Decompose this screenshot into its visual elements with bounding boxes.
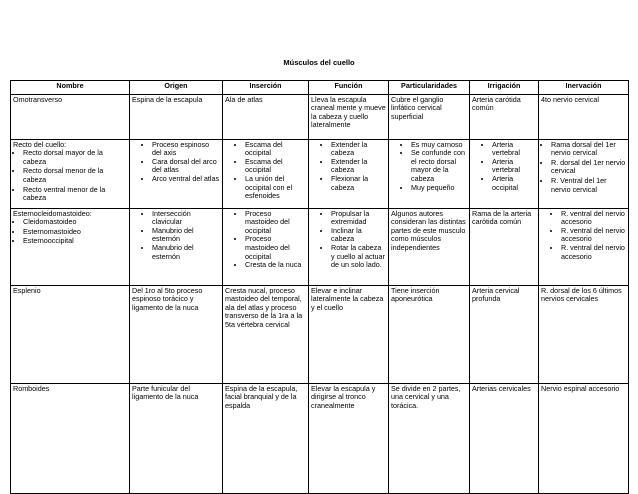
cell-intro: Recto del cuello: xyxy=(13,139,67,149)
list-item: • Cleidomastoideo xyxy=(23,218,127,227)
list-item: • Esternomastoideo xyxy=(23,228,127,237)
cell-inervacion: 4to nervio cervical xyxy=(539,94,629,139)
list-item: • Rama dorsal del 1er nervio cervical xyxy=(551,141,626,158)
bullet-list xyxy=(13,149,127,203)
bullet-list xyxy=(541,141,626,195)
cell-nombre xyxy=(11,139,130,208)
column-header-particularidades: Particularidades xyxy=(389,81,470,95)
table-row xyxy=(11,139,629,208)
cell-insercion xyxy=(223,208,309,285)
list-item: • Muy pequeño xyxy=(411,184,467,193)
cell-origen: Parte funicular del ligamento de la nuca xyxy=(130,383,223,493)
bullet-list xyxy=(132,210,220,262)
cell-particularidades: Tiene inserción aponeurótica xyxy=(389,285,470,383)
cell-origen xyxy=(130,139,223,208)
cell-insercion: Cresta nucal, proceso mastoideo del temporal, ala del atlas y proceso transverso de la 1ra a la 5ta vértebra cervical xyxy=(223,285,309,383)
list-item: • Recto dorsal menor de la cabeza xyxy=(23,167,127,184)
cell-particularidades: Cubre el ganglio linfático cervical superficial xyxy=(389,94,470,139)
column-header-nombre: Nombre xyxy=(11,81,130,95)
bullet-list xyxy=(225,210,306,270)
cell-irrigacion: Arteria cervical profunda xyxy=(470,285,539,383)
list-item: • Proceso mastoideo del occipital xyxy=(245,235,306,261)
list-item: • R. ventral del nervio accesorio xyxy=(561,210,626,227)
list-item: • Extender la cabeza xyxy=(331,158,386,175)
list-item: • Manubrio del esternón xyxy=(152,227,220,244)
bullet-list xyxy=(13,218,127,246)
list-item: • Intersección clavicular xyxy=(152,210,220,227)
list-item: • Proceso espinoso del axis xyxy=(152,141,220,158)
list-item: • Cara dorsal del arco del atlas xyxy=(152,158,220,175)
list-item: • Proceso mastoideo del occipital xyxy=(245,210,306,236)
list-item: • Recto dorsal mayor de la cabeza xyxy=(23,149,127,166)
bullet-list xyxy=(391,141,467,193)
table-row xyxy=(11,94,629,139)
cell-nombre xyxy=(11,208,130,285)
cell-intro: Esternocleidomastoideo: xyxy=(13,208,92,218)
cell-origen: Espina de la escapula xyxy=(130,94,223,139)
list-item: • Extender la cabeza xyxy=(331,141,386,158)
list-item: • R. ventral del nervio accesorio xyxy=(561,227,626,244)
list-item: • R. ventral del nervio accesorio xyxy=(561,244,626,261)
bullet-list xyxy=(132,141,220,184)
cell-insercion xyxy=(223,139,309,208)
cell-insercion: Espina de la escapula, facial branquial y de la espalda xyxy=(223,383,309,493)
bullet-list xyxy=(472,141,536,193)
cell-particularidades: Se divide en 2 partes, una cervical y una torácica. xyxy=(389,383,470,493)
cell-inervacion: R. dorsal de los 6 últimos nervios cervicales xyxy=(539,285,629,383)
list-item: • Inclinar la cabeza xyxy=(331,227,386,244)
list-item: • Arco ventral del atlas xyxy=(152,175,220,184)
cell-irrigacion: Arterias cervicales xyxy=(470,383,539,493)
column-header-insercion: Inserción xyxy=(223,81,309,95)
list-item: • Propulsar la extremidad xyxy=(331,210,386,227)
cell-inervacion xyxy=(539,208,629,285)
list-item: • Cresta de la nuca xyxy=(245,261,306,270)
list-item: • Arteria vertebral xyxy=(492,141,536,158)
cell-particularidades xyxy=(389,139,470,208)
list-item: • Rotar la cabeza y cuello al actuar de un solo lado. xyxy=(331,244,386,270)
cell-irrigacion xyxy=(470,139,539,208)
list-item: • Flexionar la cabeza xyxy=(331,175,386,192)
cell-irrigacion: Rama de la arteria carótida común xyxy=(470,208,539,285)
bullet-list xyxy=(311,210,386,270)
list-item: • La unión del occipital con el esfenoides xyxy=(245,175,306,201)
list-item: • Es muy carnoso xyxy=(411,141,467,150)
cell-particularidades: Algunos autores consideran las distintas partes de este musculo como músculos independientes xyxy=(389,208,470,285)
list-item: • R. dorsal del 1er nervio cervical xyxy=(551,159,626,176)
cell-irrigacion: Arteria carótida común xyxy=(470,94,539,139)
column-header-funcion: Función xyxy=(309,81,389,95)
cell-inervacion xyxy=(539,139,629,208)
list-item: • R. Ventral del 1er nervio cervical xyxy=(551,177,626,194)
column-header-irrigacion: Irrigación xyxy=(470,81,539,95)
cell-funcion: Elevar la escapula y dirigirse al tronco cranealmente xyxy=(309,383,389,493)
column-header-inervacion: Inervación xyxy=(539,81,629,95)
table-header-row xyxy=(11,81,629,95)
muscles-table xyxy=(10,80,629,494)
cell-origen: Del 1ro al 5to proceso espinoso torácico y ligamento de la nuca xyxy=(130,285,223,383)
cell-inervacion: Nervio espinal accesorio xyxy=(539,383,629,493)
cell-nombre: Romboides xyxy=(11,383,130,493)
bullet-list xyxy=(225,141,306,201)
bullet-list xyxy=(541,210,626,262)
list-item: • Se confunde con el recto dorsal mayor de la cabeza xyxy=(411,149,467,183)
document-title: Músculos del cuello xyxy=(283,58,355,67)
table-row xyxy=(11,208,629,285)
cell-funcion xyxy=(309,139,389,208)
table-row xyxy=(11,285,629,383)
list-item: • Escama del occipital xyxy=(245,158,306,175)
column-header-origen: Origen xyxy=(130,81,223,95)
list-item: • Escama del occipital xyxy=(245,141,306,158)
list-item: • Esternooccipital xyxy=(23,237,127,246)
list-item: • Recto ventral menor de la cabeza xyxy=(23,186,127,203)
list-item: • Arteria occipital xyxy=(492,175,536,192)
cell-funcion: Elevar e inclinar lateralmente la cabeza y el cuello xyxy=(309,285,389,383)
cell-funcion xyxy=(309,208,389,285)
cell-insercion: Ala de atlas xyxy=(223,94,309,139)
list-item: • Manubrio del esternón xyxy=(152,244,220,261)
cell-nombre: Omotransverso xyxy=(11,94,130,139)
list-item: • Arteria vertebral xyxy=(492,158,536,175)
bullet-list xyxy=(311,141,386,193)
cell-origen xyxy=(130,208,223,285)
cell-nombre: Esplenio xyxy=(11,285,130,383)
cell-funcion: Lleva la escapula craneal mente y mueve la cabeza y cuello lateralmente xyxy=(309,94,389,139)
table-row xyxy=(11,383,629,493)
